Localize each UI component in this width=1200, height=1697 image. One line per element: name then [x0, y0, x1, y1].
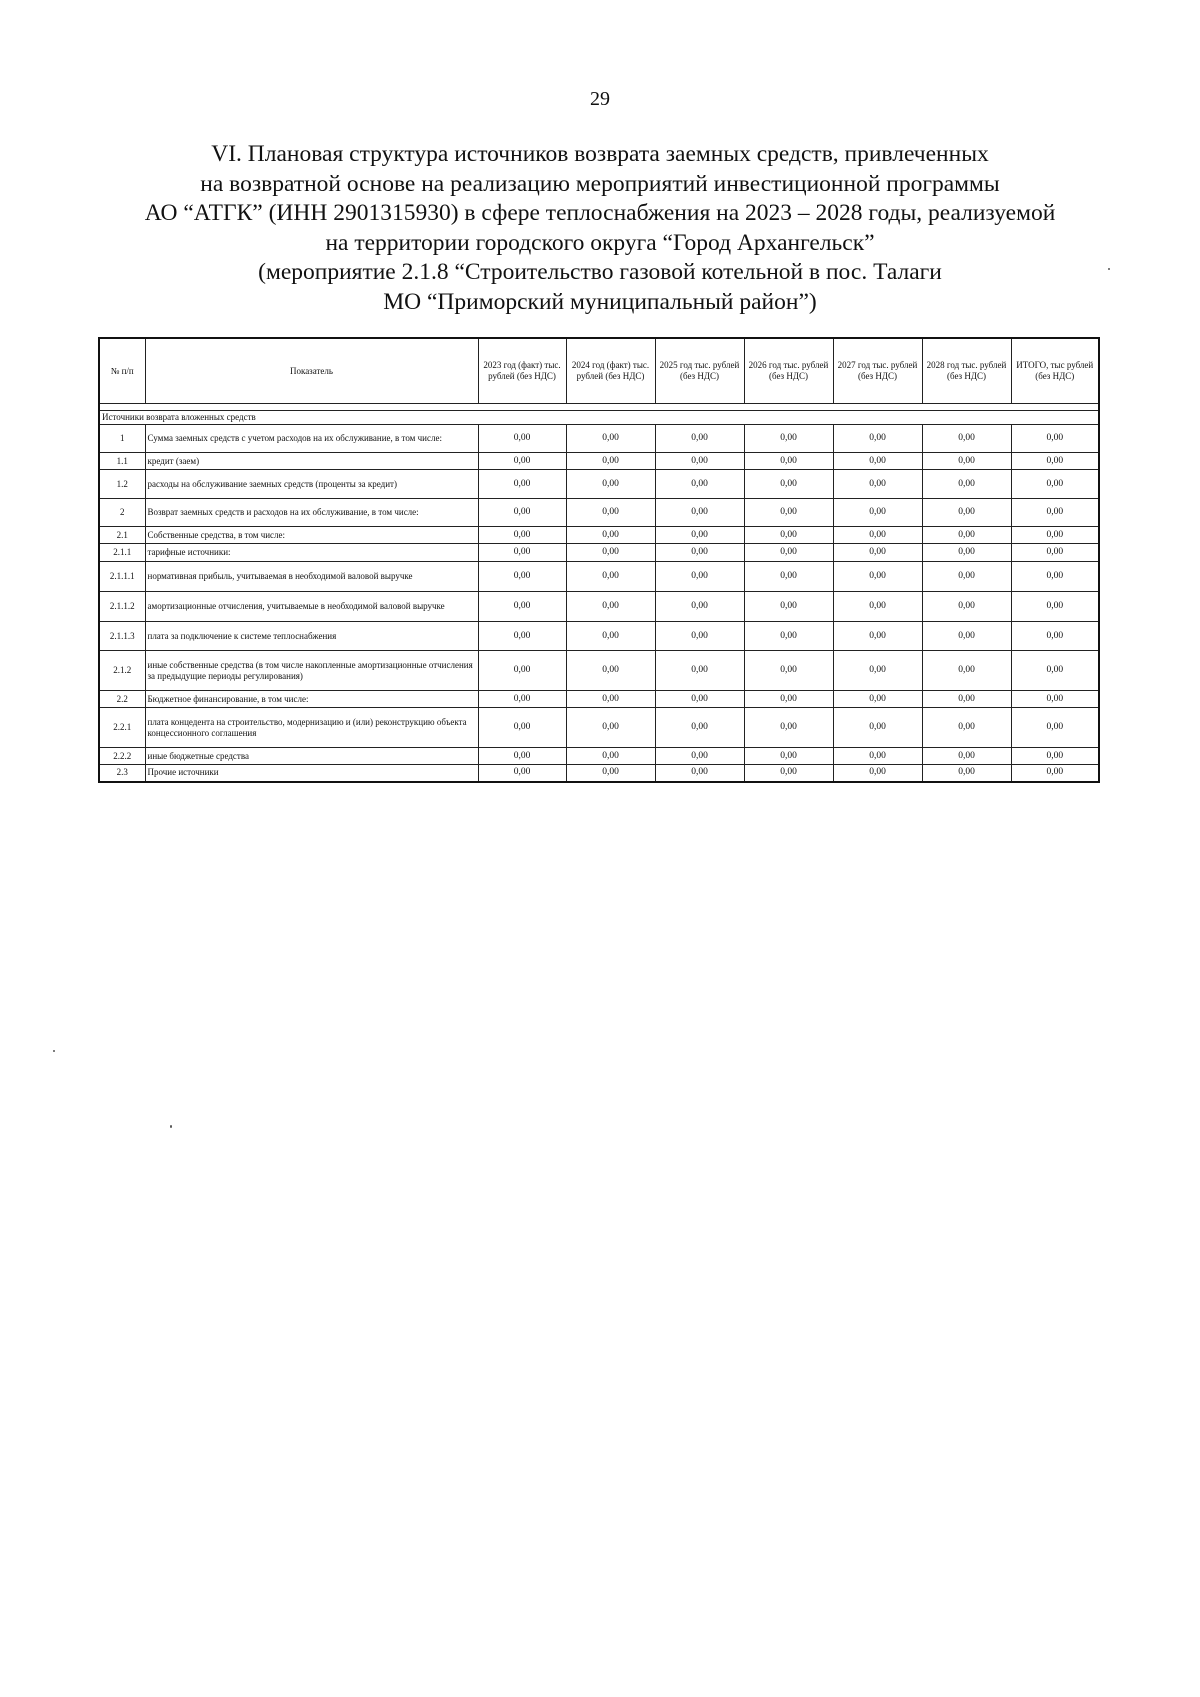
separator-row — [99, 404, 1099, 411]
value-2024: 0,00 — [566, 425, 655, 453]
table-row — [99, 562, 1099, 592]
title-line: (мероприятие 2.1.8 “Строительство газовой котельной в пос. Талаги — [258, 259, 942, 285]
header-2024: 2024 год (факт) тыс. рублей (без НДС) — [566, 338, 655, 404]
value-2027: 0,00 — [833, 527, 922, 544]
value-2023: 0,00 — [478, 453, 566, 470]
row-label: Возврат заемных средств и расходов на их обслуживание, в том числе: — [145, 499, 478, 527]
value-2028: 0,00 — [922, 527, 1011, 544]
value-2027: 0,00 — [833, 499, 922, 527]
value-2024: 0,00 — [566, 622, 655, 651]
row-number: 1 — [99, 425, 145, 453]
value-2027: 0,00 — [833, 708, 922, 748]
value-2025: 0,00 — [655, 453, 744, 470]
value-2024: 0,00 — [566, 708, 655, 748]
row-number: 2.2.2 — [99, 748, 145, 765]
value-2024: 0,00 — [566, 562, 655, 592]
row-number: 1.2 — [99, 470, 145, 499]
value-2025: 0,00 — [655, 527, 744, 544]
value-2023: 0,00 — [478, 562, 566, 592]
header-2026: 2026 год тыс. рублей (без НДС) — [744, 338, 833, 404]
value-total: 0,00 — [1011, 470, 1099, 499]
row-number: 2.3 — [99, 765, 145, 782]
value-2025: 0,00 — [655, 748, 744, 765]
value-2027: 0,00 — [833, 622, 922, 651]
table-row — [99, 425, 1099, 453]
value-2026: 0,00 — [744, 562, 833, 592]
value-2027: 0,00 — [833, 544, 922, 562]
value-2027: 0,00 — [833, 470, 922, 499]
table-row — [99, 592, 1099, 622]
value-2028: 0,00 — [922, 748, 1011, 765]
row-number: 2.2 — [99, 691, 145, 708]
value-2024: 0,00 — [566, 544, 655, 562]
value-2026: 0,00 — [744, 544, 833, 562]
value-total: 0,00 — [1011, 765, 1099, 782]
value-2023: 0,00 — [478, 470, 566, 499]
value-2028: 0,00 — [922, 622, 1011, 651]
value-2025: 0,00 — [655, 470, 744, 499]
title-line: МО “Приморский муниципальный район”) — [383, 288, 817, 315]
value-total: 0,00 — [1011, 691, 1099, 708]
row-label: амортизационные отчисления, учитываемые в необходимой валовой выручке — [145, 592, 478, 622]
row-number: 2.1.1.1 — [99, 562, 145, 592]
value-2025: 0,00 — [655, 622, 744, 651]
row-label: иные бюджетные средства — [145, 748, 478, 765]
row-label: Собственные средства, в том числе: — [145, 527, 478, 544]
value-total: 0,00 — [1011, 544, 1099, 562]
value-2028: 0,00 — [922, 592, 1011, 622]
value-total: 0,00 — [1011, 499, 1099, 527]
value-2026: 0,00 — [744, 527, 833, 544]
header-2025: 2025 год тыс. рублей (без НДС) — [655, 338, 744, 404]
table-header-row — [99, 338, 1099, 404]
value-2023: 0,00 — [478, 425, 566, 453]
table-row — [99, 453, 1099, 470]
value-2026: 0,00 — [744, 651, 833, 691]
value-2025: 0,00 — [655, 708, 744, 748]
value-2025: 0,00 — [655, 425, 744, 453]
table-row — [99, 651, 1099, 691]
value-2028: 0,00 — [922, 470, 1011, 499]
value-2023: 0,00 — [478, 691, 566, 708]
value-2025: 0,00 — [655, 562, 744, 592]
row-number: 1.1 — [99, 453, 145, 470]
value-2027: 0,00 — [833, 592, 922, 622]
section-title: Источники возврата вложенных средств — [99, 411, 1099, 425]
value-2024: 0,00 — [566, 499, 655, 527]
title-line: АО “АТГК” (ИНН 2901315930) в сфере теплоснабжения на 2023 – 2028 годы, реализуемой — [144, 200, 1056, 226]
separator-cell — [99, 404, 1099, 411]
value-2026: 0,00 — [744, 708, 833, 748]
row-label: Сумма заемных средств с учетом расходов на их обслуживание, в том числе: — [145, 425, 478, 453]
value-2024: 0,00 — [566, 527, 655, 544]
value-2027: 0,00 — [833, 562, 922, 592]
table-row — [99, 765, 1099, 782]
value-2026: 0,00 — [744, 622, 833, 651]
value-2023: 0,00 — [478, 651, 566, 691]
value-2027: 0,00 — [833, 453, 922, 470]
value-2024: 0,00 — [566, 651, 655, 691]
value-2028: 0,00 — [922, 499, 1011, 527]
title-line: на возвратной основе на реализацию мероприятий инвестиционной программы — [200, 170, 1000, 197]
value-2026: 0,00 — [744, 499, 833, 527]
value-total: 0,00 — [1011, 622, 1099, 651]
value-2027: 0,00 — [833, 748, 922, 765]
value-total: 0,00 — [1011, 425, 1099, 453]
value-total: 0,00 — [1011, 562, 1099, 592]
value-2026: 0,00 — [744, 691, 833, 708]
header-num: № п/п — [99, 338, 145, 404]
value-total: 0,00 — [1011, 708, 1099, 748]
value-2026: 0,00 — [744, 592, 833, 622]
scan-speck — [170, 1125, 172, 1128]
value-2027: 0,00 — [833, 651, 922, 691]
value-2024: 0,00 — [566, 691, 655, 708]
scan-speck — [1108, 268, 1110, 270]
value-2023: 0,00 — [478, 527, 566, 544]
value-2023: 0,00 — [478, 748, 566, 765]
scan-speck — [53, 1050, 55, 1052]
value-2027: 0,00 — [833, 691, 922, 708]
header-2023: 2023 год (факт) тыс. рублей (без НДС) — [478, 338, 566, 404]
row-label: Бюджетное финансирование, в том числе: — [145, 691, 478, 708]
value-2027: 0,00 — [833, 765, 922, 782]
section-row — [99, 411, 1099, 425]
row-number: 2.1.1.3 — [99, 622, 145, 651]
value-2023: 0,00 — [478, 708, 566, 748]
value-2025: 0,00 — [655, 592, 744, 622]
table-row — [99, 708, 1099, 748]
value-2025: 0,00 — [655, 651, 744, 691]
table-row — [99, 691, 1099, 708]
value-2028: 0,00 — [922, 544, 1011, 562]
value-2028: 0,00 — [922, 651, 1011, 691]
page-number: 29 — [590, 88, 610, 110]
sources-table — [98, 337, 1100, 783]
value-2028: 0,00 — [922, 562, 1011, 592]
document-title — [0, 140, 1200, 317]
header-2028: 2028 год тыс. рублей (без НДС) — [922, 338, 1011, 404]
value-2028: 0,00 — [922, 453, 1011, 470]
value-2025: 0,00 — [655, 765, 744, 782]
value-2023: 0,00 — [478, 499, 566, 527]
value-2024: 0,00 — [566, 470, 655, 499]
value-total: 0,00 — [1011, 592, 1099, 622]
value-2026: 0,00 — [744, 765, 833, 782]
value-total: 0,00 — [1011, 527, 1099, 544]
row-label: иные собственные средства (в том числе накопленные амортизационные отчисления за предыдущие периоды регулирования) — [145, 651, 478, 691]
row-label: кредит (заем) — [145, 453, 478, 470]
row-label: плата за подключение к системе теплоснабжения — [145, 622, 478, 651]
value-2024: 0,00 — [566, 453, 655, 470]
table-row — [99, 544, 1099, 562]
value-2028: 0,00 — [922, 425, 1011, 453]
value-2024: 0,00 — [566, 765, 655, 782]
table-row — [99, 748, 1099, 765]
value-2027: 0,00 — [833, 425, 922, 453]
value-2026: 0,00 — [744, 453, 833, 470]
value-2024: 0,00 — [566, 592, 655, 622]
row-number: 2.1.1.2 — [99, 592, 145, 622]
value-2026: 0,00 — [744, 470, 833, 499]
table-row — [99, 470, 1099, 499]
row-number: 2.1.2 — [99, 651, 145, 691]
value-2026: 0,00 — [744, 748, 833, 765]
value-total: 0,00 — [1011, 651, 1099, 691]
value-total: 0,00 — [1011, 453, 1099, 470]
header-2027: 2027 год тыс. рублей (без НДС) — [833, 338, 922, 404]
title-line: на территории городского округа “Город Архангельск” — [325, 229, 875, 256]
row-label: тарифные источники: — [145, 544, 478, 562]
row-label: нормативная прибыль, учитываемая в необходимой валовой выручке — [145, 562, 478, 592]
value-2023: 0,00 — [478, 544, 566, 562]
value-2023: 0,00 — [478, 592, 566, 622]
value-2026: 0,00 — [744, 425, 833, 453]
table-row — [99, 499, 1099, 527]
value-2028: 0,00 — [922, 708, 1011, 748]
row-label: расходы на обслуживание заемных средств (проценты за кредит) — [145, 470, 478, 499]
value-2025: 0,00 — [655, 544, 744, 562]
table-row — [99, 622, 1099, 651]
value-2025: 0,00 — [655, 499, 744, 527]
value-2028: 0,00 — [922, 765, 1011, 782]
row-number: 2.1 — [99, 527, 145, 544]
table-row — [99, 527, 1099, 544]
value-2023: 0,00 — [478, 622, 566, 651]
row-label: Прочие источники — [145, 765, 478, 782]
header-indicator: Показатель — [145, 338, 478, 404]
header-total: ИТОГО, тыс рублей (без НДС) — [1011, 338, 1099, 404]
value-2024: 0,00 — [566, 748, 655, 765]
value-2028: 0,00 — [922, 691, 1011, 708]
value-2025: 0,00 — [655, 691, 744, 708]
value-2023: 0,00 — [478, 765, 566, 782]
value-total: 0,00 — [1011, 748, 1099, 765]
row-number: 2.2.1 — [99, 708, 145, 748]
row-number: 2 — [99, 499, 145, 527]
title-line: VI. Плановая структура источников возврата заемных средств, привлеченных — [211, 141, 989, 167]
row-number: 2.1.1 — [99, 544, 145, 562]
row-label: плата концедента на строительство, модернизацию и (или) реконструкцию объекта концессионного соглашения — [145, 708, 478, 748]
